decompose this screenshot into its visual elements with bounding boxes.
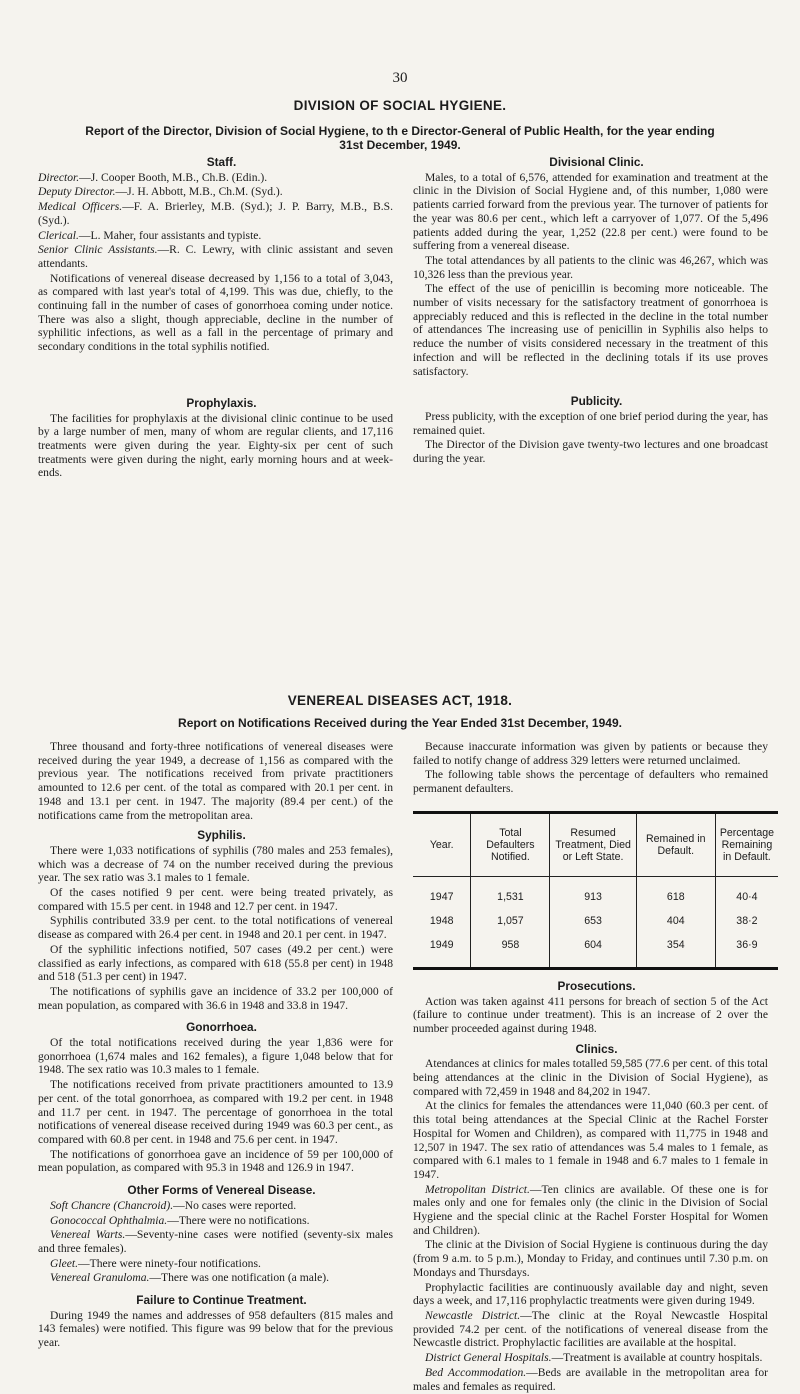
cell-resumed: 604 <box>550 934 636 969</box>
prophylaxis-heading: Prophylaxis. <box>186 395 257 410</box>
cell-year: 1949 <box>413 934 471 969</box>
divisional-clinic-heading: Divisional Clinic. <box>549 155 644 169</box>
table-row <box>413 910 778 934</box>
staff-heading: Staff. <box>206 155 237 169</box>
clinics-para1: Atendances at clinics for males totalled 59,585 (77.6 per cent. of this total being attendances at the clinic in the Division of Social Hygiene), as compared with 72,459 in 1948 and 84,202 in 1947. <box>413 1057 768 1098</box>
staff-director: Director.—J. Cooper Booth, M.B., Ch.B. (Edin.). <box>38 170 268 184</box>
clinics-para2: At the clinics for females the attendances were 11,040 (60.3 per cent. of this total being attendances at the Special Clinic at the Rachel Forster Hospital for Women and Children), as compared with 11,775 in 1948 and 12,507 in 1947. The sex ratio of attendances was 5.4 males to 1 female, as compared with 6.1 males to 1 female in 1948 and 6.7 males to 1 female in 1947. <box>413 1099 768 1181</box>
upper-right-column <box>413 156 768 467</box>
divisional-clinic-para2: The total attendances by all patients to the clinic was 46,267, which was 10,326 less than the previous year. <box>413 253 768 281</box>
notifications-paragraph: Notifications of venereal disease decreased by 1,156 to a total of 3,043, as compared with last year's total of 4,199. This was due, chiefly, to the continuing fall in the number of cases of gonorrhoea coming under notice. There was also a slight, though appreciable, decline in the number of syphilitic infections, as well as a fall in the percentage of primary and secondary conditions in the total syphilis notified. <box>38 271 393 354</box>
clinics-heading: Clinics. <box>575 1041 618 1056</box>
upper-left-column <box>38 156 393 481</box>
header-resumed-treatment: Resumed Treatment, Died or Left State. <box>550 812 636 876</box>
page-number: 30 <box>392 70 408 86</box>
failure-heading: Failure to Continue Treatment. <box>136 1293 307 1308</box>
cell-year: 1947 <box>413 876 471 910</box>
syphilis-para1: There were 1,033 notifications of syphilis (780 males and 253 females), which was a decrease of 74 on the number received during the previous year. The sex ratio was 3.1 males to 1 female. <box>38 843 393 885</box>
header-year: Year. <box>413 812 471 876</box>
cell-percentage: 36·9 <box>736 938 758 951</box>
divisional-clinic-para3: The effect of the use of penicillin is becoming more noticeable. The number of visits necessary for the satisfactory treatment of gonorrhoea is appreciably reduced and this is reflected in the decline in the total number of attendances The increasing use of penicillin in Syphilis also helps to reduce the number of visits considered necessary in the treatment of this infection and will be reflected in the declining totals if its use proves satisfactory. <box>413 282 768 378</box>
staff-medical: Medical Officers.—F. A. Brierley, M.B. (Syd.); J. P. Barry, M.B., B.S. (Syd.). <box>38 200 394 227</box>
notifications-report-title: Report on Notifications Received during the Year Ended 31st December, 1949. <box>178 716 622 730</box>
syphilis-para3: Syphilis contributed 33.9 per cent. to the total notifications of venereal disease as compared with 26.4 per cent. in 1948 and 20.1 per cent. in 1947. <box>38 914 393 942</box>
gonorrhoea-para2: The notifications received from private practitioners amounted to 13.9 per cent. of the total gonorrhoea, as compared with 19.2 per cent. in 1948 and 11.7 per cent. in 1947. The percentage of gonorrhoea in the total notifications of venereal disease received during 1949 was 60.3 per cent., as compared with 60.8 per cent. in 1948 and 75.6 per cent. in 1947. <box>38 1078 393 1146</box>
cell-percentage: 38·2 <box>736 914 758 927</box>
gonorrhoea-para3: The notifications of gonorrhoea gave an incidence of 59 per 100,000 of mean population, as compared with 95.3 in 1948 and 126.9 in 1947. <box>38 1147 393 1175</box>
cell-percentage: 40·4 <box>736 890 758 903</box>
soft-chancre: Soft Chancre (Chancroid).—No cases were reported. <box>50 1198 297 1212</box>
venereal-warts: Venereal Warts.—Seventy-nine cases were notified (seventy-six males and three females). <box>38 1228 394 1255</box>
gonococcal-ophthalmia: Gonococcal Ophthalmia.—There were no notifications. <box>50 1213 310 1227</box>
gleet: Gleet.—There were ninety-four notifications. <box>50 1256 261 1270</box>
syphilis-para2: Of the cases notified 9 per cent. were being treated privately, as compared with 15.5 per cent. in 1948 and 12.7 per cent. in 1947. <box>38 886 393 913</box>
table-row <box>413 876 778 910</box>
staff-clerical: Clerical.—L. Maher, four assistants and typiste. <box>38 228 262 242</box>
report-title-line1: Report of the Director, Division of Social Hygiene, to th e Director-General of Public Health, for the year ending <box>85 124 715 138</box>
cell-remained: 618 <box>636 876 715 910</box>
divisional-clinic-para1: Males, to a total of 6,576, attended for examination and treatment at the clinic in the Division of Social Hygiene and, of this number, 1,080 were patients carried forward from the previous year. The turnover of patients for the year was 80.6 per cent., which left a carryover of 1,077. Of the 5,496 patients added during the year, 1,252 (22.8 per cent.) were found to be suffering from a venereal disease. <box>413 170 768 253</box>
clinics-para3: The clinic at the Division of Social Hygiene is continuous during the day (from 9 a.m. to 5 p.m.), Monday to Friday, and continues until 7.30 p.m. on Mondays and Thursdays. <box>413 1238 768 1279</box>
report-title <box>30 124 770 152</box>
prosecutions-para: Action was taken against 411 persons for breach of section 5 of the Act (failure to continue under treatment). This is an increase of 2 over the number proceeded against during 1948. <box>413 994 768 1035</box>
publicity-heading: Publicity. <box>570 394 623 409</box>
prosecutions-heading: Prosecutions. <box>557 978 636 993</box>
notifications-intro: Three thousand and forty-three notifications of venereal diseases were received during the year 1949, a decrease of 1,156 as compared with the previous year. The notifications received from private practitioners amounted to 12.6 per cent. of the total as compared with 20.1 per cent. in 1948 and 13.1 per cent. in 1947. The majority (89.4 per cent.) of the notifications came from the metropolitan area. <box>38 740 393 822</box>
venereal-diseases-act-title: VENEREAL DISEASES ACT, 1918. <box>287 693 513 708</box>
syphilis-para5: The notifications of syphilis gave an incidence of 33.2 per 100,000 of mean population, as compared with 36.6 in 1948 and 33.8 in 1947. <box>38 984 393 1012</box>
failure-para1: During 1949 the names and addresses of 958 defaulters (815 males and 143 females) were notified. This figure was 99 below that for the previous year. <box>38 1308 393 1350</box>
gonorrhoea-para1: Of the total notifications received during the year 1,836 were for gonorrhoea (1,674 males and 162 females), a figure 1,048 below that for 1948. The sex ratio was 10.3 males to 1 female. <box>38 1036 393 1077</box>
cell-resumed: 653 <box>550 910 636 934</box>
gonorrhoea-heading: Gonorrhoea. <box>186 1020 257 1035</box>
cell-total: 958 <box>471 934 550 969</box>
venereal-granuloma: Venereal Granuloma.—There was one notification (a male). <box>50 1271 330 1285</box>
lower-right-column <box>413 740 774 1394</box>
table-row <box>413 934 778 969</box>
staff-deputy: Deputy Director.—J. H. Abbott, M.B., Ch.M. (Syd.). <box>38 185 283 199</box>
syphilis-heading: Syphilis. <box>197 828 246 843</box>
header-total-defaulters: Total Defaulters Notified. <box>471 812 550 876</box>
bed-accommodation: Bed Accommodation.—Beds are available in the metropolitan area for males and females as required. <box>413 1365 768 1393</box>
staff-senior: Senior Clinic Assistants.—R. C. Lewry, with clinic assistant and seven attendants. <box>38 243 394 270</box>
metropolitan-district: Metropolitan District.—Ten clinics are available. Of these one is for males only and one for females only (the clinic in the Division of Social Hygiene and the special clinic at the Rachel Forster Hospital for Women and Children). <box>413 1182 769 1237</box>
failure-para3: The following table shows the percentage of defaulters who remained permanent defaulters. <box>413 768 768 796</box>
cell-remained: 404 <box>636 910 715 934</box>
header-remained: Remained in Default. <box>636 812 715 876</box>
report-title-line2: 31st December, 1949. <box>339 138 461 152</box>
cell-year: 1948 <box>413 910 471 934</box>
table-header-row <box>413 812 778 876</box>
prophylaxis-paragraph: The facilities for prophylaxis at the divisional clinic continue to be used by a large number of men, many of whom are regular clients, and 17,116 treatments were given during the year. Eighty-six per cent of such treatments were given during the night, early morning hours and at week-ends. <box>38 411 393 480</box>
header-percentage: Percentage Remaining in Default. <box>719 826 774 863</box>
district-general-hospitals: District General Hospitals.—Treatment is available at country hospitals. <box>425 1351 763 1365</box>
newcastle-district: Newcastle District.—The clinic at the Royal Newcastle Hospital provided 74.2 per cent. of the notifications of venereal disease from the Newcastle district. Prophylactic facilities are available at the hospital. <box>413 1308 768 1350</box>
cell-total: 1,531 <box>471 876 550 910</box>
publicity-para2: The Director of the Division gave twenty-two lectures and one broadcast during the year. <box>413 438 768 466</box>
syphilis-para4: Of the syphilitic infections notified, 507 cases (49.2 per cent.) were classified as early infections, as compared with 618 (55.8 per cent) in 1948 and 518 (51.3 per cent) in 1947. <box>38 942 393 984</box>
failure-para2: Because inaccurate information was given by patients or because they failed to notify change of address 329 letters were returned unclaimed. <box>413 740 768 767</box>
cell-resumed: 913 <box>550 876 636 910</box>
other-forms-heading: Other Forms of Venereal Disease. <box>127 1183 316 1198</box>
cell-total: 1,057 <box>471 910 550 934</box>
defaulters-table <box>413 811 778 970</box>
clinics-para4: Prophylactic facilities are continuously available day and night, seven days a week, and 17,116 prophylactic treatments were given during 1949. <box>413 1280 768 1308</box>
cell-remained: 354 <box>636 934 715 969</box>
main-title: DIVISION OF SOCIAL HYGIENE. <box>293 98 507 113</box>
publicity-para1: Press publicity, with the exception of one brief period during the year, has remained quiet. <box>413 409 768 437</box>
lower-left-column <box>38 740 393 1351</box>
